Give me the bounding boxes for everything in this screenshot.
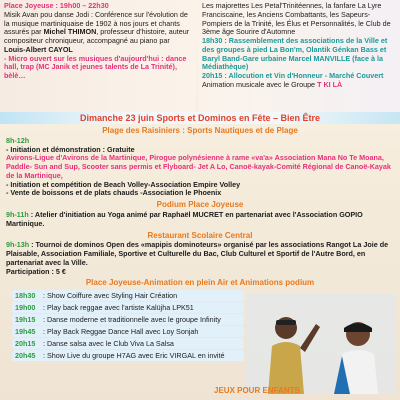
beach-section-title: Plage des Raisiniers : Sports Nautiques et de Plage [102, 126, 298, 135]
performers-photo [246, 294, 396, 394]
open-mic-paragraph: - Micro ouvert sur les musiques d'aujourd'hui : dance hall, trap (MC Janik et jeunes talents de La Trinité), bèlè… [4, 53, 187, 81]
top-right-column [198, 0, 400, 112]
gathering-text: : Rassemblement des associations de la Ville et des groupes à pied La Bon'm, Olantik Génkan Bass et Baryl Band-Gare urbaine Marcel MANVILLE (face à la Médiathèque) [202, 36, 388, 72]
reception-time: 20h15 [202, 71, 223, 81]
reception-text: : Allocution et Vin d'Honneur - Marché Couvert [222, 71, 384, 81]
pianist-name: Louis-Albert CAYOL [4, 44, 73, 54]
schedule-time: 19h15 [15, 315, 36, 325]
beach-item-4: - Vente de boissons et de plats chauds -Association le Phoenix [6, 188, 222, 198]
schedule-text: : Show Live du groupe H7AG avec Eric VIRGAL en invité [43, 351, 225, 361]
dominos-fee: Participation : 5 € [6, 266, 66, 276]
yoga-time: 9h-11h [6, 209, 29, 219]
evening-schedule [12, 290, 244, 361]
dominos-text: : Tournoi de dominos Open des «mapipis dominoteurs» organisé par les associations Rangot La Joie de Plaisable, Association Familiale, Sportive et Culturelle du Bac, Club Culturel et Sportif de l'Autre Bord, en partenariat avec la Ville. [6, 240, 389, 267]
schedule-row [12, 302, 244, 313]
gathering-line [202, 37, 396, 72]
schedule-time: 20h15 [15, 339, 36, 349]
beach-time: 8h-12h [6, 135, 30, 145]
place-header: Place Joyeuse : 19h00 – 22h30 [4, 1, 109, 10]
evening-section-title: Place Joyeuse-Animation en plein Air et Animations podium [85, 278, 315, 288]
music-group: T KI LÀ [317, 80, 343, 90]
schedule-text: : Play back reggae avec l'artiste Kalüjha LPK51 [43, 303, 194, 313]
conference-tail: , professeur d'histoire, auteur compositeur chroniqueur, accompagné au piano par [4, 27, 190, 46]
kids-games-title: JEUX POUR ENFANTS [214, 386, 300, 395]
conference-lead: Misik Avan pou danse Jodi : Conférence sur l'évolution de la musique martiniquaise de 1902 à nos jours et chants assurés par [4, 9, 188, 37]
speaker-name: Michel THIMON [43, 27, 97, 37]
gathering-time: 18h30 [202, 36, 223, 46]
schedule-row [12, 326, 244, 337]
schedule-time: 19h45 [15, 327, 36, 337]
schedule-time: 20h45 [15, 351, 36, 361]
beach-activities [6, 146, 394, 199]
schedule-text: : Play Back Reggae Dance Hall avec Loy Sonjah [43, 327, 199, 337]
parade-intro: Les majorettes Les Petal'Trinitéennes, la fanfare La Lyre Franciscaine, les Anciens Combattants, les Sapeurs-Pompiers de la Trinité, les Élus et Personnalités, le Club de 3ème âge Sourire d'Automne [202, 1, 391, 37]
schedule-time: 18h30 [15, 291, 36, 301]
schedule-row [12, 290, 244, 301]
schedule-text: : Show Coiffure avec Styling Hair Création [43, 291, 178, 301]
music-line [202, 81, 396, 90]
schedule-text: : Danse moderne et traditionnelle avec le groupe Infinity [43, 315, 221, 325]
restaurant-section-title: Restaurant Scolaire Central [147, 230, 253, 240]
yoga-text: : Atelier d'initiation au Yoga animé par Raphaël MUCRET en partenariat avec l'Association GOPIO Martinique. [6, 209, 363, 228]
yoga-line [6, 211, 394, 229]
day-banner: Dimanche 23 juin Sports et Dominos en Fête – Bien Être [0, 112, 400, 124]
dominos-time: 9h-13h [6, 240, 30, 250]
beach-item-2: Avirons-Ligue d'Avirons de la Martinique, Pirogue polynésienne à rame «va'a» Association Mana No Te Moana, Paddle- Sun and Sup, Scooter sans permis et Flyboard- Jet A Lo, Canoë-kayak-Comité Régional de Canoë-Kayak de la Martinique, [6, 153, 391, 180]
schedule-text: : Danse salsa avec le Club Viva La Salsa [43, 339, 174, 349]
beach-item-3: - Initiation et compétition de Beach Volley-Association Empire Volley [6, 179, 241, 189]
top-left-column [0, 0, 196, 112]
schedule-row [12, 338, 244, 349]
conference-paragraph [4, 11, 192, 55]
schedule-row [12, 350, 244, 361]
schedule-row [12, 314, 244, 325]
dominos-line [6, 241, 394, 267]
podium-section-title: Podium Place Joyeuse [156, 200, 244, 210]
schedule-time: 19h00 [15, 303, 36, 313]
music-text: Animation musicale avec le Groupe [202, 80, 318, 90]
beach-item-1: - Initiation et démonstration : Gratuite [6, 144, 135, 154]
